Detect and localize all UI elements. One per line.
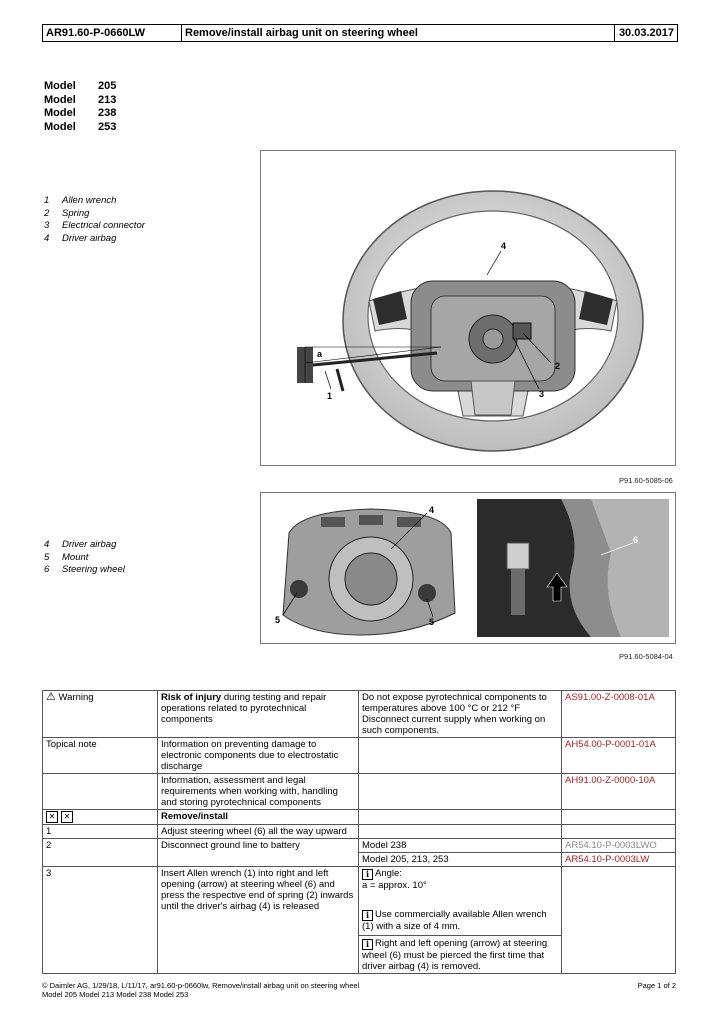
doc-link[interactable]: AH54.00-P-0001-01A: [562, 738, 676, 774]
legend-item: 2 Spring: [44, 207, 90, 219]
warning-icon: ⚠: [46, 691, 56, 703]
legend-item: 3 Electrical connector: [44, 220, 145, 231]
remove-icon: ✕: [46, 811, 58, 823]
document-header: [42, 24, 678, 42]
doc-date: 30.03.2017: [618, 27, 674, 39]
model-row: Model 253: [44, 120, 117, 133]
figure1-steering-wheel: [260, 150, 676, 466]
legend-item: 1 Allen wrench: [44, 195, 117, 206]
doc-link[interactable]: AS91.00-Z-0008-01A: [562, 691, 676, 738]
figure2-legend: [44, 539, 125, 577]
info-icon: i: [362, 869, 373, 880]
callout-3: 3: [539, 389, 545, 399]
callout-5: 5: [275, 615, 281, 625]
figure1-caption: P91.60-5085-06: [619, 476, 673, 485]
warning-cell: ⚠ Warning: [43, 691, 158, 738]
table-row: Topical note Information on preventing damage to electronic components due to electrostatic discharge AH54.00-P-0001-01A: [43, 738, 676, 774]
figure1-legend: [44, 195, 145, 245]
legend-item: 4 Driver airbag: [44, 539, 117, 550]
model-row: Model 238: [44, 107, 117, 119]
callout-4: 4: [429, 505, 435, 515]
page-footer: © Daimler AG, 1/29/18, L/11/17, ar91.60-p-0660lw, Remove/install airbag unit on steering wheel Model 205 Model 213 Model 238 Model 253 Page 1 of 2: [42, 981, 676, 999]
doc-link[interactable]: AH91.00-Z-0000-10A: [562, 774, 676, 810]
table-row: Information, assessment and legal requirements when working with, handling and storing pyrotechnical components AH91.00-Z-0000-10A: [43, 774, 676, 810]
figure2-caption: P91.60-5084-04: [619, 652, 673, 661]
section-icons: [43, 810, 158, 825]
table-row: 2 Disconnect ground line to battery Model 238 AR54.10-P-0003LWO: [43, 839, 676, 853]
table-row: ⚠ Warning Risk of injury during testing and repair operations related to pyrotechnical components Do not expose pyrotechnical components to temperatures above 100 °C or 212 °F Disconnect current supply when working on such components. AS91.00-Z-0008-01A: [43, 691, 676, 738]
procedure-table: [42, 690, 676, 974]
doc-link[interactable]: AR54.10-P-0003LWO: [562, 839, 676, 853]
callout-1: 1: [327, 391, 333, 401]
legend-item: 4 Driver airbag: [44, 232, 117, 244]
doc-title: Remove/install airbag unit on steering wheel: [182, 25, 615, 41]
callout-6: 6: [633, 535, 639, 545]
step3-notes: i Angle: a = approx. 10° i Use commercially available Allen wrench (1) with a size of 4 mm. i Right and left opening (arrow) at steering wheel (6) must be pierced the first time that driver airbag (4) is removed.: [359, 867, 562, 974]
install-icon: ✕: [61, 811, 73, 823]
callout-5: 5: [429, 617, 435, 627]
figure2-airbag-mount: [260, 492, 676, 644]
page-number: Page 1 of 2: [637, 981, 676, 990]
steering-wheel-illustration: [261, 151, 675, 465]
callout-4: 4: [501, 241, 507, 251]
legend-item: 5 Mount: [44, 551, 89, 563]
table-row: ✕ ✕ Remove/install: [43, 810, 676, 825]
model-row: Model 205: [44, 80, 117, 92]
callout-2: 2: [555, 361, 561, 371]
legend-item: 6 Steering wheel: [44, 564, 125, 575]
info-icon: i: [362, 910, 373, 921]
model-list: [44, 80, 116, 134]
info-icon: i: [362, 939, 373, 950]
table-row: Model 205, 213, 253 AR54.10-P-0003LW: [43, 853, 676, 867]
table-row: 3 Insert Allen wrench (1) into right and left opening (arrow) at steering wheel (6) and press the respective end of spring (2) inwards until the driver's airbag (4) is released i Angle: a = approx. 10° i Use commercially available Allen wrench (1) with a size of 4 mm. i Right and left opening (arrow) at steering wheel (6) must be pierced the first time that driver airbag (4) is removed.: [43, 867, 676, 974]
table-row: 1 Adjust steering wheel (6) all the way upward: [43, 825, 676, 839]
airbag-mount-illustration: [261, 493, 675, 643]
doc-link[interactable]: AR54.10-P-0003LW: [562, 853, 676, 867]
model-row: Model 213: [44, 93, 117, 106]
callout-a: a: [317, 349, 323, 359]
doc-id: AR91.60-P-0660LW: [43, 25, 182, 41]
